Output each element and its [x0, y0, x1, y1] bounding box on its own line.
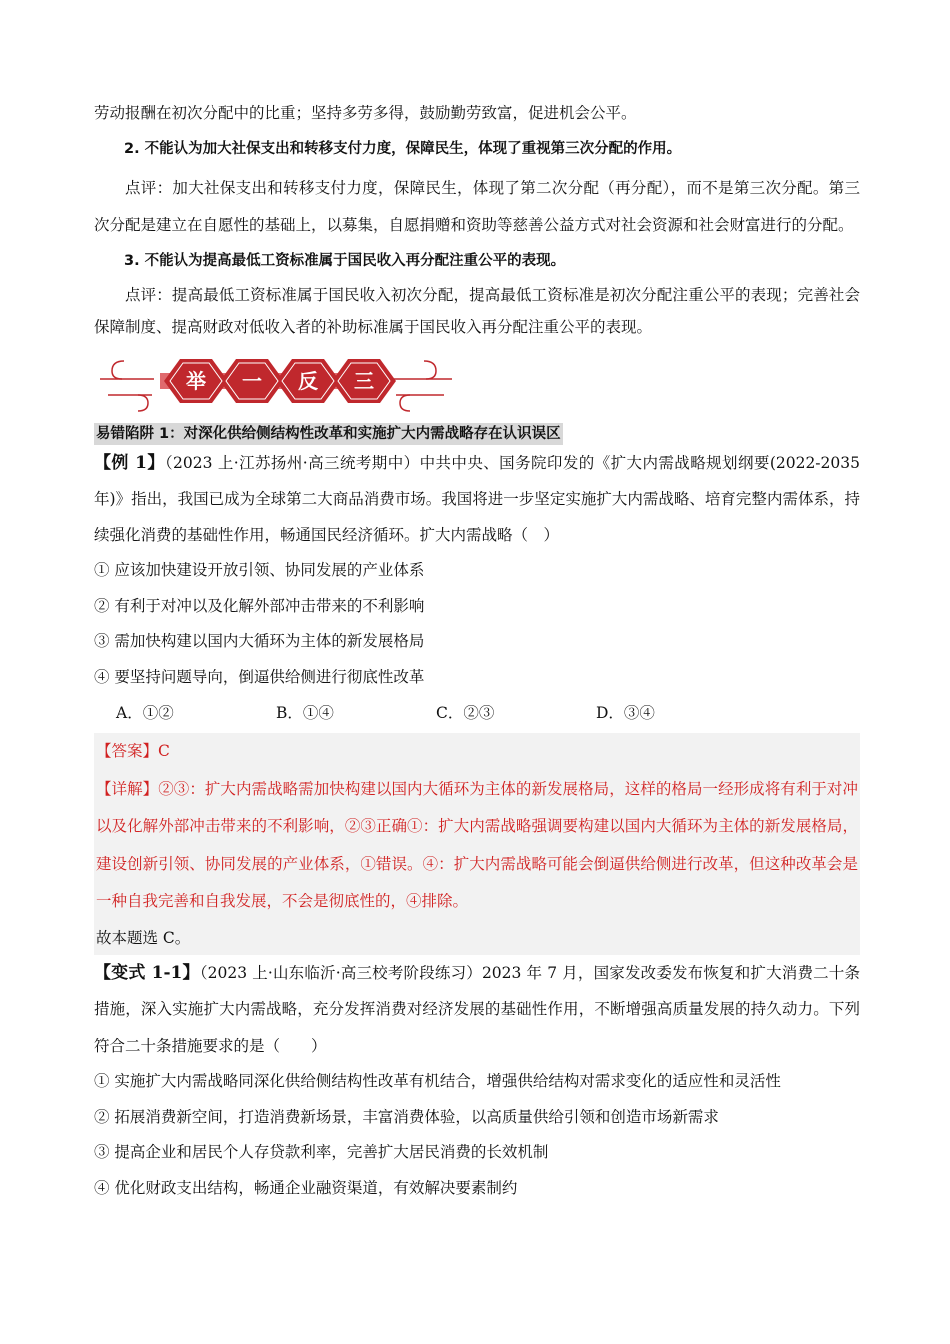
- choice-d: D．③④: [596, 704, 655, 722]
- option-item: ① 应该加快建设开放引领、协同发展的产业体系: [94, 561, 425, 579]
- detail-paragraph: [96, 771, 858, 921]
- variant-1-1-tag: 【变式 1-1】: [94, 962, 200, 983]
- detail-text: ②③：扩大内需战略需加快构建以国内大循环为主体的新发展格局，这样的格局一经形成将有利于对冲以及化解外部冲击带来的不利影响，②③正确①：扩大内需战略强调要构建以国内大循环为主体的新发展格局，建设创新引领、协同发展的产业体系，①错误。④：扩大内需战略可能会倒逼供给侧进行改革，但这种改革会是一种自我完善和自我发展，不会是彻底性的，④排除。: [96, 779, 858, 910]
- banner-char-4: 三: [354, 369, 374, 393]
- point-3-title: 3. 不能认为提高最低工资标准属于国民收入再分配注重公平的表现。: [124, 253, 566, 269]
- banner-char-1: 举: [186, 369, 206, 393]
- variant-1-1-options: [94, 1064, 860, 1206]
- example-1-choices: [94, 695, 860, 731]
- option-item: ③ 需加快构建以国内大循环为主体的新发展格局: [94, 632, 425, 650]
- option-item: ② 拓展消费新空间，打造消费新场景，丰富消费体验，以高质量供给引领和创造市场新需求: [94, 1107, 719, 1126]
- variant-1-1-stem: [94, 955, 860, 1065]
- option-item: ② 有利于对冲以及化解外部冲击带来的不利影响: [94, 596, 425, 615]
- example-1-text: （2023 上·江苏扬州·高三统考期中）中共中央、国务院印发的《扩大内需战略规划纲要(2022-2035 年)》指出，我国已成为全球第二大商品消费市场。我国将进一步坚定实施扩大内需战略、培育完整内需体系，持续强化消费的基础性作用，畅通国民经济循环。扩大内需战略（ ）: [94, 454, 860, 544]
- option-item: ③ 提高企业和居民个人存贷款利率，完善扩大居民消费的长效机制: [94, 1143, 549, 1161]
- answer-label: 【答案】: [96, 742, 159, 760]
- variant-1-1-text: （2023 上·山东临沂·高三校考阶段练习）2023 年 7 月，国家发改委发布恢复和扩大消费二十条措施，深入实施扩大内需战略，充分发挥消费对经济发展的基础性作用，不断增强高质量发展的持久动力。下列符合二十条措施要求的是（ ）: [94, 963, 860, 1055]
- choice-a: A．①②: [116, 704, 174, 722]
- section-banner: [94, 349, 860, 415]
- point-2-comment: 点评：加大社保支出和转移支付力度，保障民生，体现了第二次分配（再分配），而不是第三次分配。第三次分配是建立在自愿性的基础上，以募集，自愿捐赠和资助等慈善公益方式对社会资源和社会财富进行的分配。: [94, 179, 860, 234]
- point-2-title: 2. 不能认为加大社保支出和转移支付力度，保障民生，体现了重视第三次分配的作用。: [124, 141, 682, 157]
- banner-char-3: 反: [298, 369, 318, 393]
- option-item: ④ 要坚持问题导向，倒逼供给侧进行彻底性改革: [94, 667, 425, 686]
- point-3-comment: 点评：提高最低工资标准属于国民收入初次分配，提高最低工资标准是初次分配注重公平的表现；完善社会保障制度、提高财政对低收入者的补助标准属于国民收入再分配注重公平的表现。: [94, 286, 860, 336]
- example-1-answer-box: [94, 733, 860, 955]
- option-item: ④ 优化财政支出结构，畅通企业融资渠道，有效解决要素制约: [94, 1178, 518, 1197]
- choice-c: C．②③: [436, 704, 495, 722]
- choice-b: B．①④: [276, 704, 334, 722]
- trap-1-title: 易错陷阱 1：对深化供给侧结构性改革和实施扩大内需战略存在认识误区: [94, 423, 563, 445]
- answer-line: [96, 733, 858, 771]
- answer-value: C: [158, 742, 170, 760]
- document-content: [94, 96, 860, 1206]
- continuation-line: 劳动报酬在初次分配中的比重；坚持多劳多得，鼓励勤劳致富，促进机会公平。: [94, 104, 637, 122]
- example-1-options: [94, 553, 860, 695]
- example-1-tag: 【例 1】: [94, 453, 165, 473]
- conclusion: 故本题选 C。: [96, 928, 191, 947]
- option-item: ① 实施扩大内需战略同深化供给侧结构性改革有机结合，增强供给结构对需求变化的适应性和灵活性: [94, 1072, 781, 1090]
- banner-char-2: 一: [242, 369, 262, 393]
- detail-label: 【详解】: [96, 779, 159, 798]
- example-1-stem: [94, 445, 860, 553]
- trap-1-heading: [94, 415, 860, 445]
- banner-decoration-icon: [94, 349, 464, 415]
